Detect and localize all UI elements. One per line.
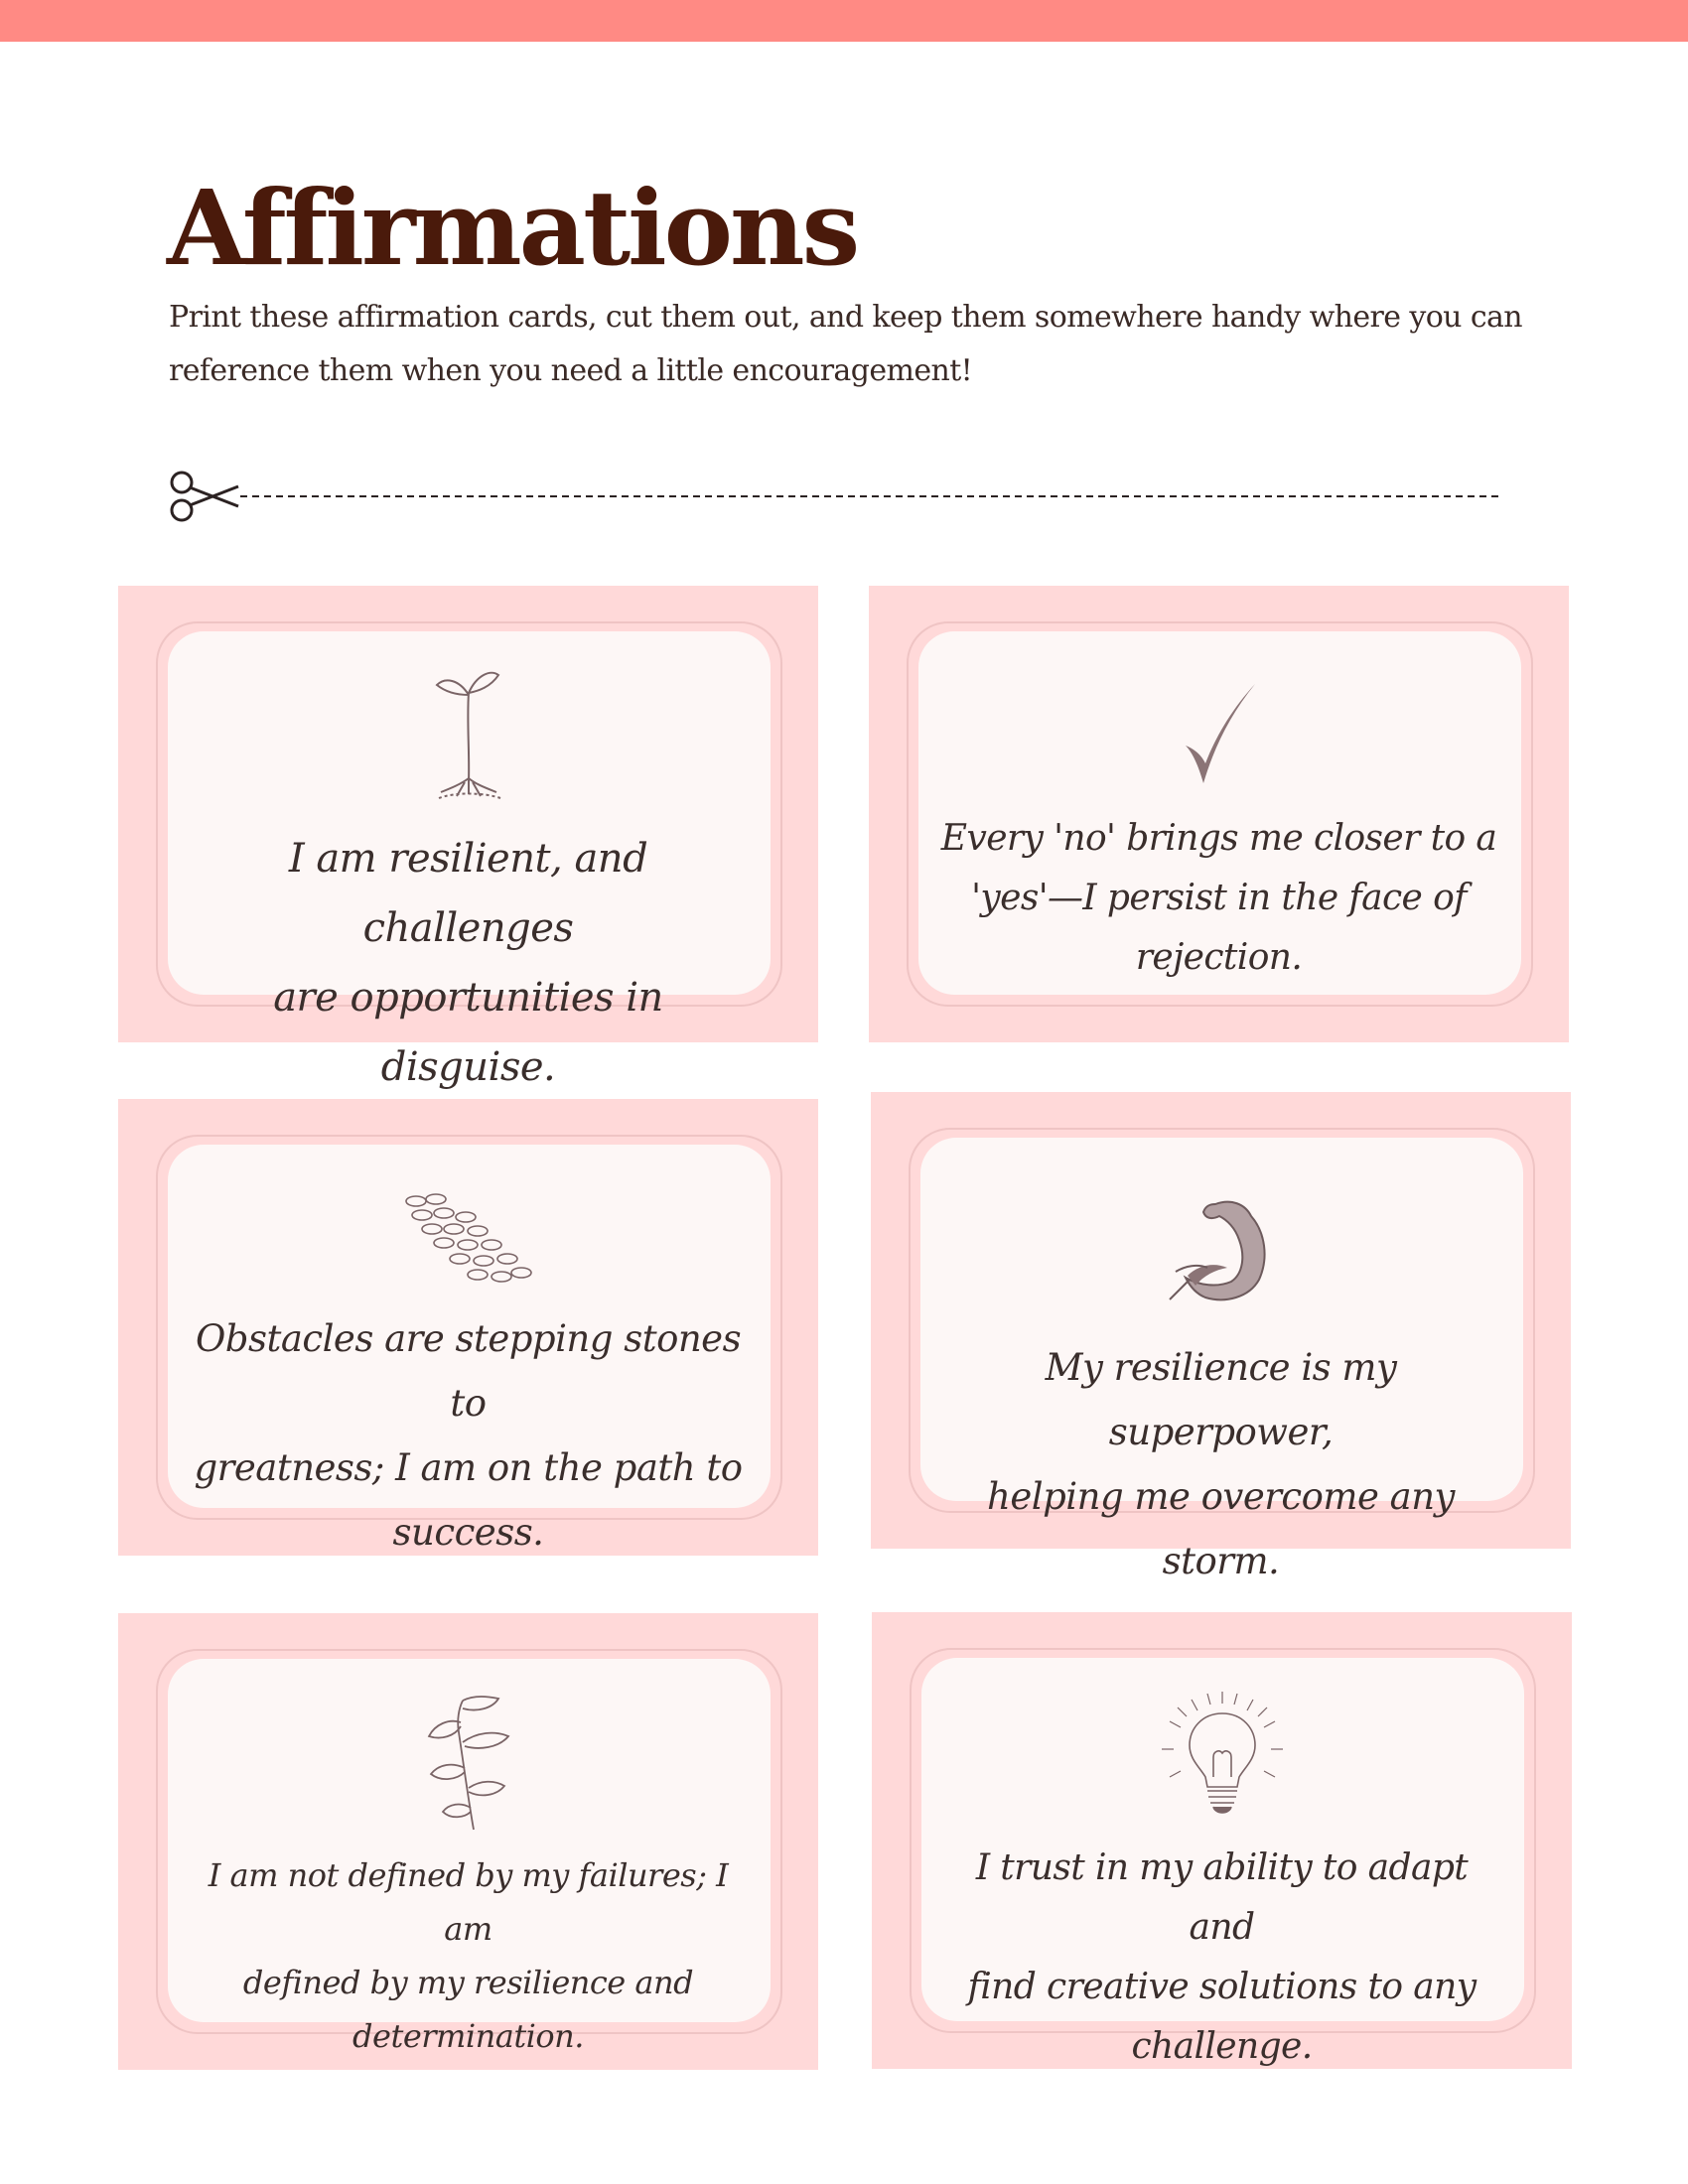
affirmation-text [188,824,749,1102]
affirmation-line: I trust in my ability to adapt and [975,1847,1469,1948]
affirmation-line: defined by my resilience and [242,1964,694,2001]
affirmation-line: are opportunities in disguise. [273,975,663,1090]
intro-line-1: Print these affirmation cards, cut them out, and keep them somewhere handy where you can [169,300,1523,335]
affirmation-line: Every 'no' brings me closer to a [940,818,1497,859]
affirmation-text [188,1848,749,2063]
affirmation-card [869,586,1569,1042]
top-accent-bar [0,0,1688,42]
affirmation-line: rejection. [1135,937,1303,978]
affirmation-text [941,1839,1502,2077]
checkmark-icon [1180,680,1259,789]
affirmation-line: helping me overcome any storm. [987,1475,1455,1582]
leafy-branch-icon [419,1693,518,1832]
stepping-stones-icon [404,1193,533,1288]
affirmation-text [940,1335,1501,1593]
affirmation-line: Obstacles are stepping stones to [195,1317,742,1425]
affirmation-card [871,1092,1571,1582]
affirmation-card [118,1099,818,1556]
affirmation-line: challenge. [1131,2026,1313,2067]
affirmation-text [188,1306,749,1565]
scissors-icon [172,473,238,520]
affirmation-line: I am not defined by my failures; I am [208,1856,729,1948]
affirmation-line: My resilience is my superpower, [1045,1346,1397,1453]
affirmation-card [118,586,818,1090]
affirmation-line: find creative solutions to any [967,1967,1477,2007]
affirmation-card [118,1613,818,2070]
light-bulb-icon [1158,1690,1287,1819]
cut-guide [167,467,1502,526]
page-title: Affirmations [167,167,858,289]
affirmation-text [938,809,1499,988]
affirmation-line: greatness; I am on the path to [194,1446,743,1489]
intro-text [169,291,1539,398]
affirmation-line: 'yes'—I persist in the face of [971,878,1467,918]
intro-line-2: reference them when you need a little encouragement! [169,353,973,388]
flexed-arm-icon [1162,1196,1281,1305]
affirmation-line: success. [392,1511,544,1554]
affirmation-line: determination. [352,2017,584,2055]
sprout-icon [429,667,508,806]
affirmation-card [872,1612,1572,2069]
affirmation-line: I am resilient, and challenges [288,836,648,951]
